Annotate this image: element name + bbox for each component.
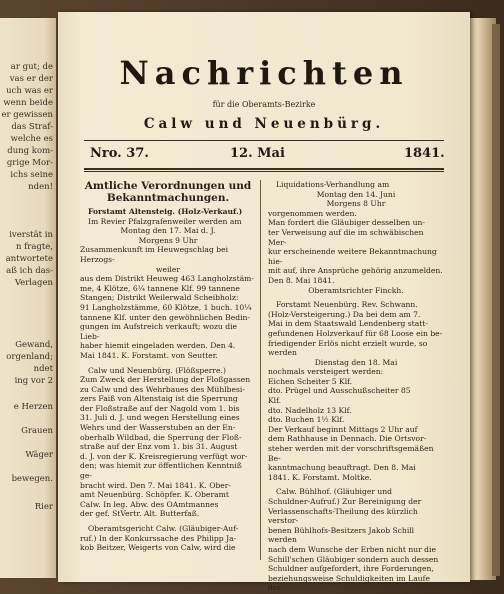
left-page-text-line: iverstät in <box>9 230 53 240</box>
text-line: haber hiemit eingeladen werden. Den 4. <box>80 341 236 351</box>
issue-number: Nro. 37. <box>90 146 149 161</box>
text-line: Stangen; Distrikt Weilerwald Scheibholz: <box>80 293 239 303</box>
text-line: vorgenommen werden. <box>268 208 357 218</box>
left-page-text-line: Wäger <box>25 450 53 460</box>
notice-forstamt-altensteig <box>80 217 256 361</box>
text-line: 31. Juli d. J. und wegen Herstellung eines <box>80 413 240 423</box>
column-left <box>80 180 256 553</box>
text-line: Morgens 9 Uhr <box>138 235 198 245</box>
text-line: oberhalb Wildbad, die Sperrung der Floß- <box>80 432 242 442</box>
left-page-text-line: ing vor 2 <box>14 376 53 386</box>
divider <box>84 168 444 170</box>
text-line: kanntmachung beauftragt. Den 8. Mai <box>268 463 416 473</box>
issue-date: 12. Mai <box>230 146 285 161</box>
text-line: tannene Klf. unter den gewöhnlichen Bedin- <box>80 312 250 322</box>
text-line: steher werden mit der vorschriftsgemäßen Be- <box>268 444 434 463</box>
text-line: Oberamtsgericht Calw. (Gläubiger-Auf- <box>88 524 239 533</box>
left-page-text-line: bewegen. <box>11 474 53 484</box>
notice-holz-versteigerung <box>268 300 444 482</box>
text-line: zers Faiß von Altenstaig ist die Sperrung <box>80 394 238 404</box>
text-line: Zum Zweck der Herstellung der Floßgassen <box>80 375 251 385</box>
text-line: nochmals versteigert werden: <box>268 367 384 377</box>
text-line: Calw. Bühlhof. (Gläubiger und <box>276 487 393 497</box>
text-line: Dienstag den 18. Mai <box>314 357 398 367</box>
left-page-text-line: vas er der <box>9 74 53 84</box>
text-line: kur erscheinende weitere Bekanntmachung hie- <box>268 247 437 266</box>
text-line: bracht wird. Den 7. Mai 1841. K. Ober- <box>80 480 231 490</box>
left-page-text-line: wenn beide <box>3 98 53 108</box>
masthead-title: Nachrichten <box>119 54 409 92</box>
text-line: mit auf, ihre Ansprüche gehörig anzumelden. <box>268 266 443 276</box>
text-line: Mai 1841. K. Forstamt. von Seutter. <box>80 350 218 360</box>
notice-floss-sperre <box>80 366 256 520</box>
issue-year: 1841. <box>404 146 445 161</box>
left-page-text-line: n fragte, <box>15 242 53 252</box>
text-line: (Holz-Versteigerung.) Da bei dem am 7. <box>268 309 421 319</box>
text-line: Calw und Neuenbürg. (Flößsperre.) <box>88 365 226 375</box>
text-line: Eichen Scheiter 5 Klf. <box>268 376 353 386</box>
text-line: 1841. K. Forstamt. Moltke. <box>268 472 372 482</box>
text-line: dto. Buchen 1½ Klf. <box>268 415 345 425</box>
text-line: dem Rathhause in Dennach. Die Ortsvor- <box>268 434 427 444</box>
notice-buehlhof <box>268 487 444 593</box>
text-line: friedigender Erlös nicht erzielt wurde, so <box>268 338 428 348</box>
text-line: Montag den 14. Juni <box>316 189 396 199</box>
text-line: gungen im Aufstreich verkauft; wozu die Lieb- <box>80 322 238 341</box>
text-line: benen Bühlhofs-Besitzers Jakob Schill werden <box>268 525 415 545</box>
left-page-text-line: nden! <box>28 182 53 192</box>
text-line: me, 4 Klötze, 6¼ tannene Klf. 99 tannene <box>80 283 240 293</box>
text-line: Wehrs und der Wasserstuben an der En- <box>80 423 236 433</box>
text-line: Forstamt Neuenbürg. Rev. Schwann. <box>276 300 418 310</box>
text-line: Den 8. Mai 1841. <box>268 275 335 285</box>
text-line: kob Beitzer, Weigerts von Calw, wird die <box>80 543 236 553</box>
text-line: Liquidations-Verhandlung am <box>276 180 390 189</box>
text-line: Montag den 17. Mai d. J. <box>120 226 216 236</box>
text-line: Zusammenkunft im Heuwegschlag bei Herzogs- <box>80 245 228 264</box>
left-page-text-line: grige Mor- <box>6 158 53 168</box>
text-line: straße auf der Enz vom 1. bis 31. August <box>80 442 238 452</box>
text-line: Verlassenschafts-Theilung des kürzlich verstor- <box>268 506 418 526</box>
left-page-text-line: welche es <box>10 134 53 144</box>
divider <box>84 140 444 141</box>
text-line: beziehungsweise Schuldigkeiten im Laufe der <box>268 573 430 593</box>
text-line: nach dem Wunsche der Erben nicht nur die <box>268 544 436 554</box>
text-line: der Floßstraße auf der Nagold vom 1. bis <box>80 403 240 413</box>
text-line: den; was hiemit zur öffentlichen Kenntniß ge- <box>80 461 242 481</box>
text-line: Man fordert die Gläubiger desselben un- <box>268 218 425 228</box>
text-line: Mai in dem Staatswald Lendenberg statt- <box>268 319 428 329</box>
text-line: Klf. <box>268 396 282 406</box>
notice-lead: Forstamt Altensteig. (Holz-Verkauf.) <box>88 207 243 216</box>
column-divider <box>260 180 261 560</box>
text-line: amt Neuenbürg. Schöpfer. K. Oberamt <box>80 490 229 500</box>
notice-liquidation <box>268 180 444 295</box>
left-page-text-line: e Herzen <box>13 402 53 412</box>
left-page-fragment <box>0 18 56 578</box>
text-line: weiler <box>156 264 180 274</box>
text-line: dto. Prügel und Ausschußscheiter 85 <box>268 386 411 396</box>
masthead-subtitle: für die Oberamts-Bezirke <box>212 100 316 109</box>
masthead-places: Calw und Neuenbürg. <box>143 116 385 132</box>
text-line: der gef. StVertr. Alt. Butterfaß. <box>80 509 200 519</box>
text-line: dto. Nadelholz 13 Klf. <box>268 405 352 415</box>
left-page-text-line: uch was er <box>6 86 53 96</box>
divider <box>84 171 444 172</box>
left-page-text-line: Grauen <box>21 426 53 436</box>
notice-glaeubiger-aufruf <box>80 524 256 553</box>
newspaper-page <box>58 12 470 593</box>
text-line: Oberamtsrichter Finckh. <box>308 285 404 295</box>
left-page-text-line: aß ich das- <box>6 266 53 276</box>
text-line: Calw. In leg. Abw. des OAmtmannes <box>80 499 219 509</box>
left-page-text-line: Rier <box>34 502 53 512</box>
left-page-text-line: Verlagen <box>14 278 53 288</box>
text-line: aus dem Distrikt Heuweg 463 Langholzstäm- <box>80 274 254 284</box>
left-page-text-line: ichs seine <box>10 170 53 180</box>
left-page-text-line: dung kom- <box>7 146 53 156</box>
text-line: Der Verkauf beginnt Mittags 2 Uhr auf <box>268 424 418 434</box>
text-line: 91 Langholzstämme, 60 Klötze, 1 buch. 10¼ <box>80 302 252 312</box>
text-line: Schuldner aufgefordert, ihre Forderungen, <box>268 564 434 574</box>
section-heading: Amtliche Verordnungen und Bekanntmachungen. <box>84 180 252 204</box>
text-line: Im Revier Pfalzgrafenweiler werden am <box>88 216 242 226</box>
text-line: werden <box>268 348 297 358</box>
left-page-text-line: antwortete <box>5 254 53 264</box>
left-page-text-line: ndet <box>33 364 53 374</box>
text-line: Morgens 8 Uhr <box>326 199 386 209</box>
text-line: Schuldner-Aufruf.) Zur Bereinigung der <box>268 497 422 506</box>
text-line: d. J. von der K. Kreisregierung verfügt wor- <box>80 451 248 461</box>
left-page-text-line: das Straf- <box>11 122 53 132</box>
column-right <box>268 180 444 593</box>
book-cover-edge <box>492 24 500 576</box>
left-page-text-line: ar gut; de <box>10 62 53 72</box>
text-line: gefundenen Holzverkauf für 68 Loose ein be- <box>268 328 443 338</box>
left-page-text-line: orgenland; <box>6 352 53 362</box>
left-page-text-line: er gewissen <box>1 110 53 120</box>
text-line: Schill'schen Gläubiger sondern auch dessen <box>268 554 439 564</box>
text-line: zu Calw und des Wehrbaues des Mühlbesi- <box>80 384 245 394</box>
text-line: ruf.) In der Konkurssache des Philipp Ja- <box>80 533 237 543</box>
text-line: ter Verweisung auf die im schwäbischen Mer- <box>268 227 424 247</box>
left-page-text-line: Gewand, <box>15 340 53 350</box>
